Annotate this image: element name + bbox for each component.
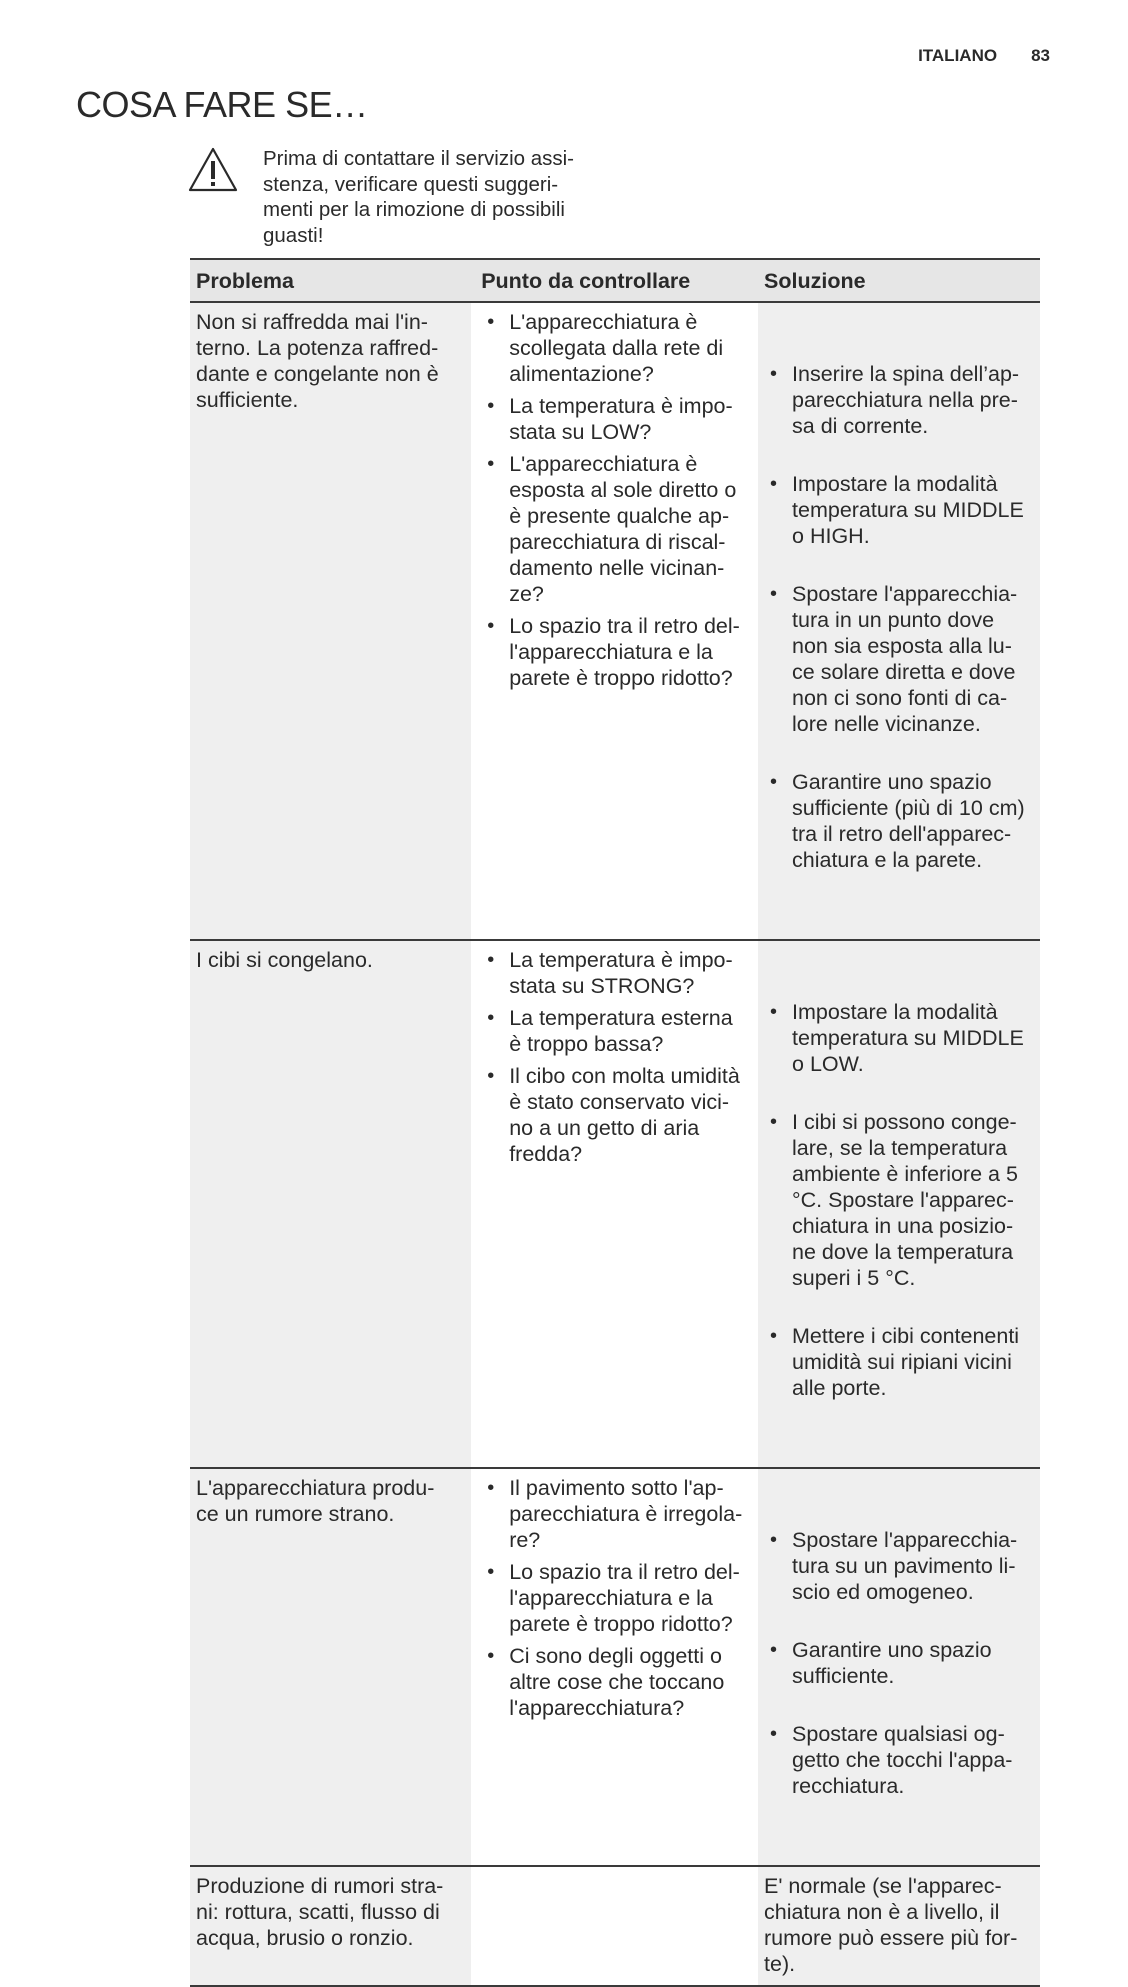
solution-cell [758,940,1040,1468]
check-item: • Il pavimento sotto l'ap- parecchiatura è irregola- re? [481,1475,748,1553]
check-cell [475,1866,754,1986]
problem-cell: I cibi si congelano. [190,940,471,1468]
solution-item: • Impostare la modalità temperatura su MIDDLE o LOW. [764,999,1034,1077]
check-cell [475,1468,754,1866]
solution-item: • Garantire uno spazio sufficiente (più di 10 cm) tra il retro dell'apparec- chiatura e la parete. [764,769,1034,873]
header-solution: Soluzione [758,259,1040,302]
check-cell [475,302,754,940]
check-item: • L'apparecchiatura è esposta al sole diretto o è presente qualche ap- parecchiatura di riscal- damento nelle vicinan- ze? [481,451,748,607]
problem-cell: Non si raffredda mai l'in- terno. La potenza raffred- dante e congelante non è sufficiente. [190,302,471,940]
table-row [190,302,1040,940]
check-item: • Ci sono degli oggetti o altre cose che toccano l'apparecchiatura? [481,1643,748,1721]
check-item: • Lo spazio tra il retro del- l'apparecchiatura e la parete è troppo ridotto? [481,1559,748,1637]
troubleshooting-table [190,258,1040,1987]
problem-cell: L'apparecchiatura produ- ce un rumore strano. [190,1468,471,1866]
solution-cell: E' normale (se l'apparec- chiatura non è a livello, il rumore può essere più for- te). [758,1866,1040,1986]
solution-item: • Inserire la spina dell’ap- parecchiatura nella pre- sa di corrente. [764,361,1034,439]
solution-cell [758,302,1040,940]
check-item: • La temperatura esterna è troppo bassa? [481,1005,748,1057]
table-row [190,940,1040,1468]
check-item: • L'apparecchiatura è scollegata dalla rete di alimentazione? [481,309,748,387]
solution-item: • I cibi si possono conge- lare, se la temperatura ambiente è inferiore a 5 °C. Spostare l'apparec- chiatura in una posizio- ne dove la temperatura superi i 5 °C. [764,1109,1034,1291]
language-label: ITALIANO [918,46,998,65]
page-number: 83 [1031,46,1050,65]
warning-notice [187,146,607,248]
header-check: Punto da controllare [475,259,754,302]
table-row [190,1866,1040,1986]
warning-triangle-icon [187,146,239,194]
table-row [190,1468,1040,1866]
header-problem: Problema [190,259,471,302]
solution-item: • Garantire uno spazio sufficiente. [764,1637,1034,1689]
check-item: • Il cibo con molta umidità è stato conservato vici- no a un getto di aria fredda? [481,1063,748,1167]
check-cell [475,940,754,1468]
page-header [918,46,1050,66]
solution-item: • Impostare la modalità temperatura su MIDDLE o HIGH. [764,471,1034,549]
solution-item: • Spostare l'apparecchia- tura su un pavimento li- scio ed omogeneo. [764,1527,1034,1605]
check-item: • La temperatura è impo- stata su STRONG? [481,947,748,999]
solution-item: • Mettere i cibi contenenti umidità sui ripiani vicini alle porte. [764,1323,1034,1401]
check-item: • La temperatura è impo- stata su LOW? [481,393,748,445]
solution-cell [758,1468,1040,1866]
page-title: COSA FARE SE… [76,84,368,125]
table-header-row [190,259,1040,302]
solution-item: • Spostare qualsiasi og- getto che tocchi l'appa- recchiatura. [764,1721,1034,1799]
check-item: • Lo spazio tra il retro del- l'apparecchiatura e la parete è troppo ridotto? [481,613,748,691]
warning-text: Prima di contattare il servizio assi- stenza, verificare questi suggeri- menti per la rimozione di possibili guasti! [263,147,575,247]
solution-item: • Spostare l'apparecchia- tura in un punto dove non sia esposta alla lu- ce solare diretta e dove non ci sono fonti di ca- lore nelle vicinanze. [764,581,1034,737]
problem-cell: Produzione di rumori stra- ni: rottura, scatti, flusso di acqua, brusio o ronzio. [190,1866,471,1986]
